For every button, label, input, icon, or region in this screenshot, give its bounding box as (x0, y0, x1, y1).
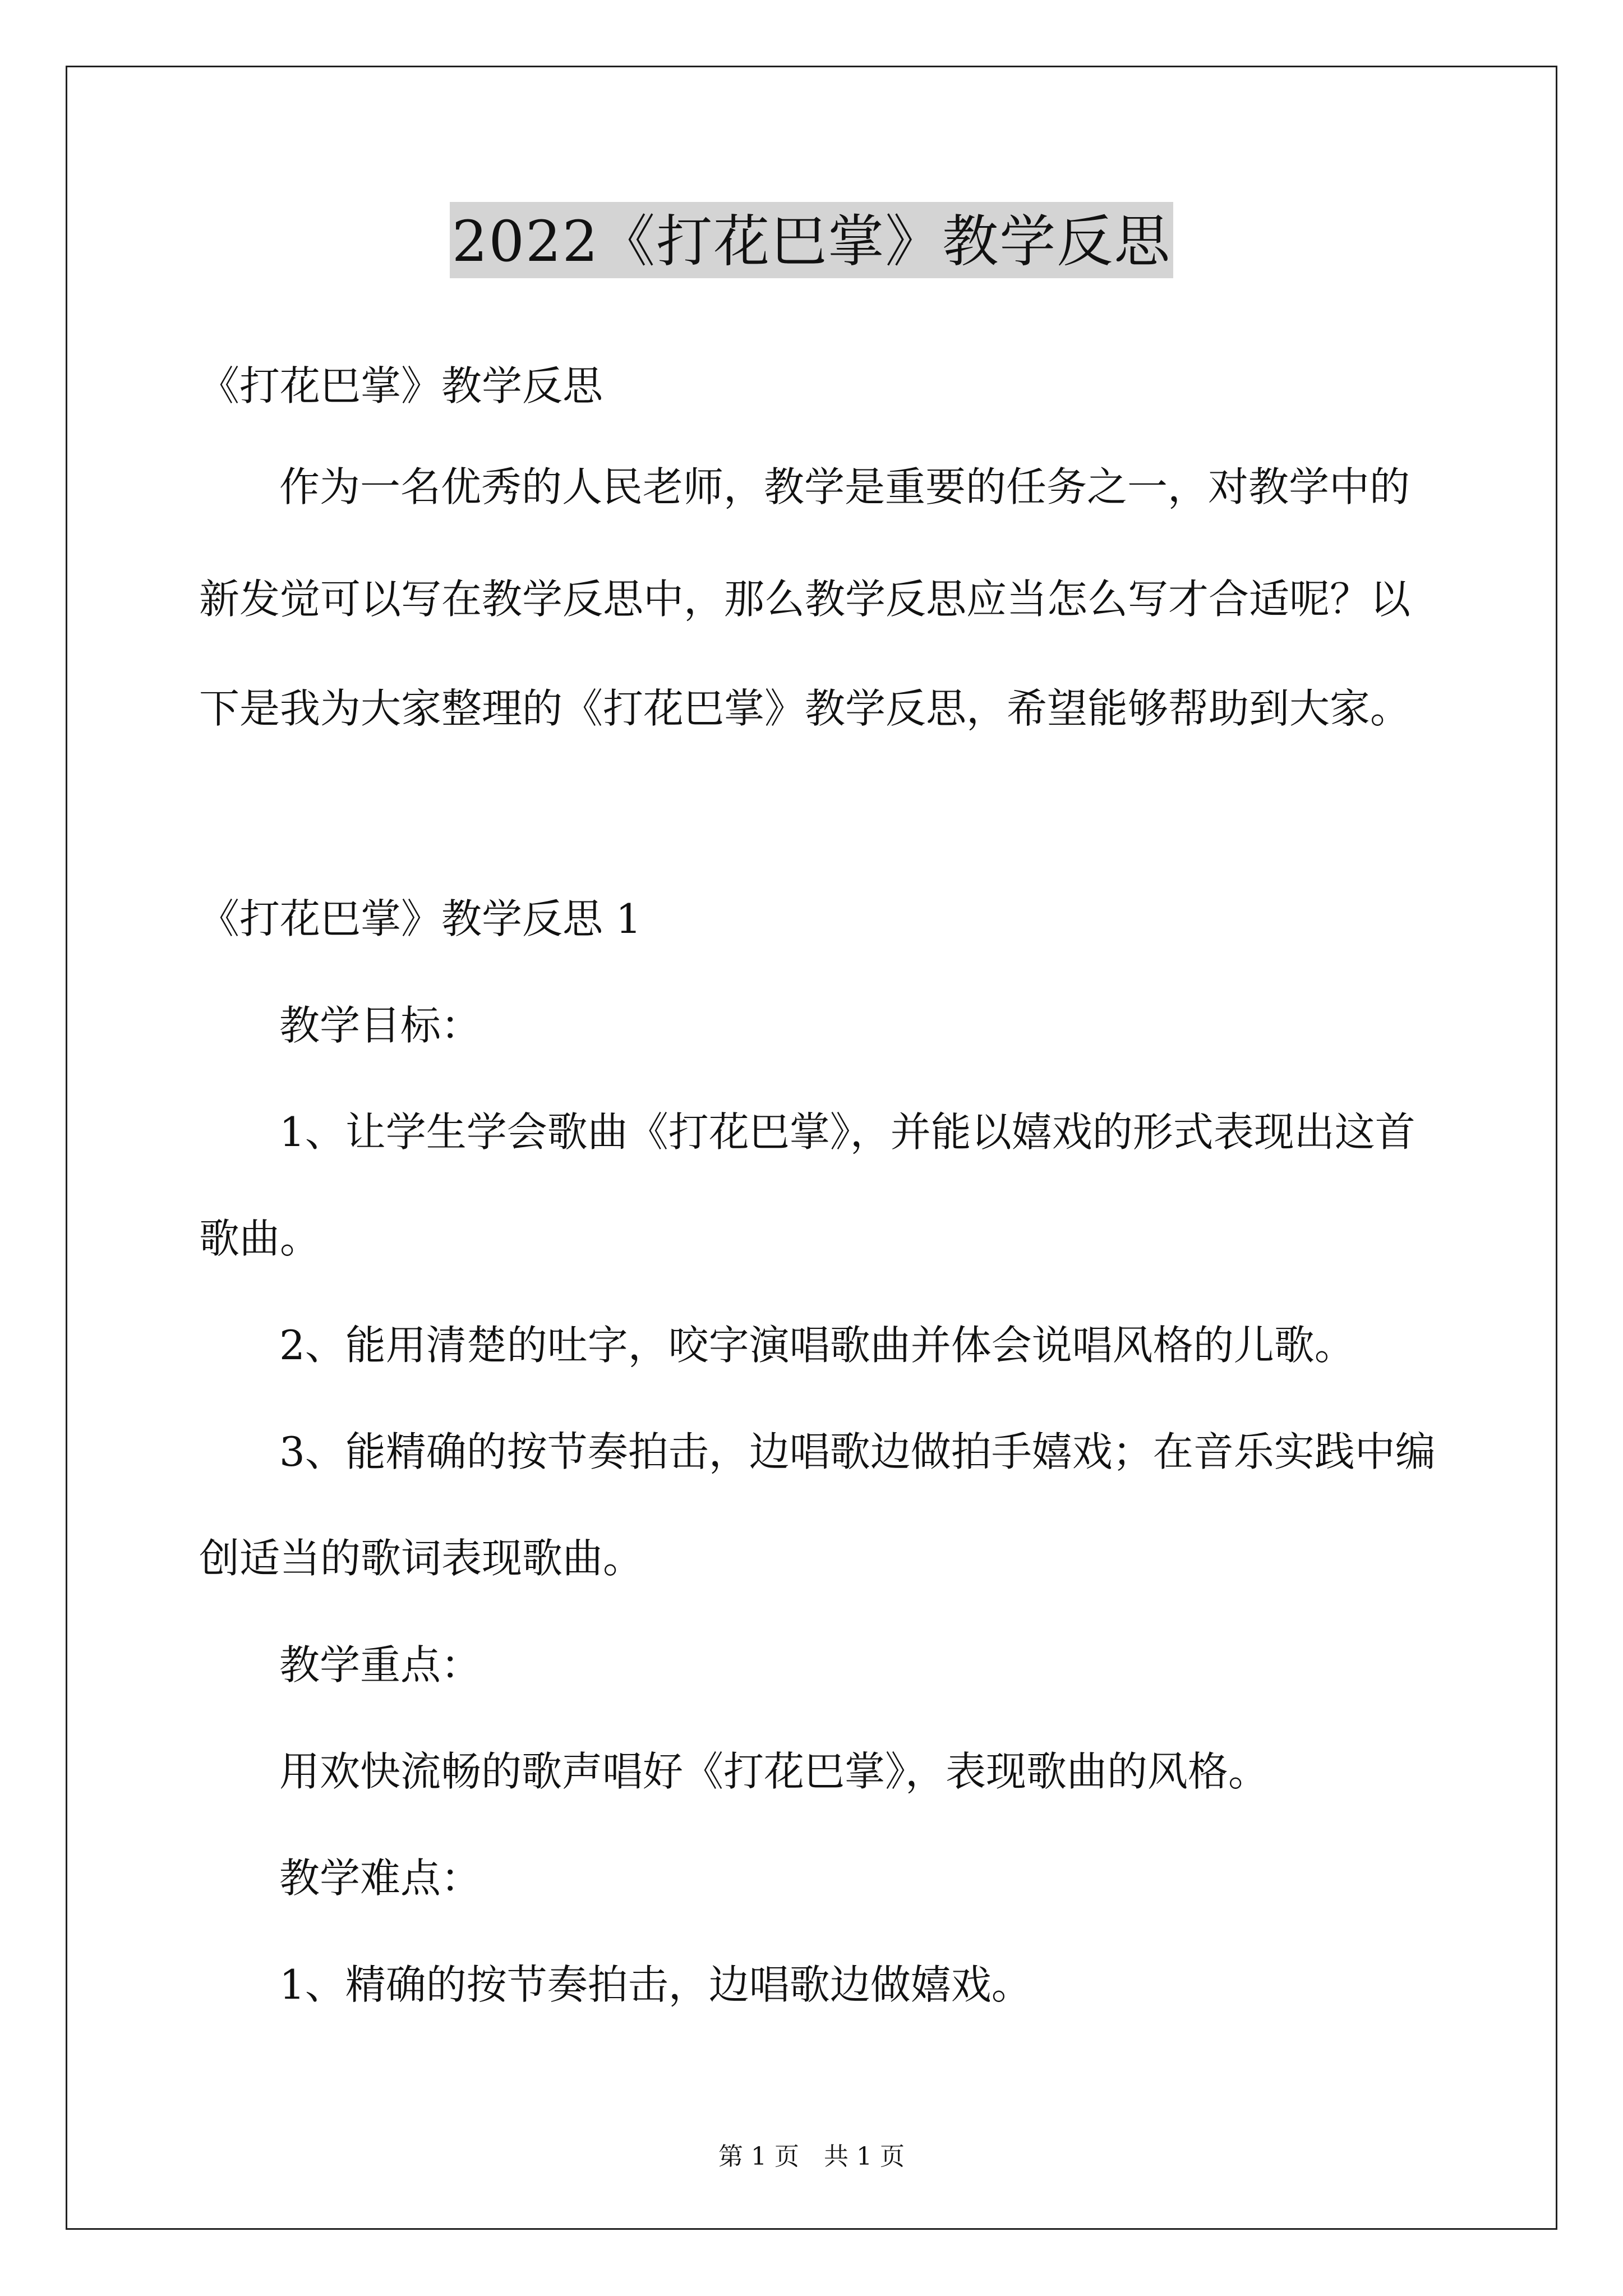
difficulty-1: 1、精确的按节奏拍击，边唱歌边做嬉戏。 (279, 1961, 1032, 2008)
intro-line-3: 下是我为大家整理的《打花巴掌》教学反思，希望能够帮助到大家。 (199, 685, 1411, 732)
key-text: 用欢快流畅的歌声唱好《打花巴掌》，表现歌曲的风格。 (279, 1748, 1269, 1795)
goal-2: 2、能用清楚的吐字，咬字演唱歌曲并体会说唱风格的儿歌。 (279, 1322, 1355, 1369)
intro-line-1: 作为一名优秀的人民老师，教学是重要的任务之一，对教学中的 (279, 463, 1410, 510)
goal-1-line-2: 歌曲。 (199, 1215, 321, 1262)
key-label: 教学重点： (279, 1641, 482, 1688)
document-title: 2022《打花巴掌》教学反思 (450, 202, 1174, 278)
intro-line-2: 新发觉可以写在教学反思中，那么教学反思应当怎么写才合适呢？以 (199, 576, 1411, 623)
title-container (0, 202, 1623, 278)
goal-3-line-2: 创适当的歌词表现歌曲。 (199, 1535, 644, 1582)
section-heading: 《打花巴掌》教学反思 1 (199, 895, 642, 942)
goal-1-line-1: 1、让学生学会歌曲《打花巴掌》，并能以嬉戏的形式表现出这首 (279, 1108, 1415, 1156)
goals-label: 教学目标： (279, 1002, 482, 1049)
goal-3-line-1: 3、能精确的按节奏拍击，边唱歌边做拍手嬉戏；在音乐实践中编 (279, 1428, 1436, 1475)
difficulty-label: 教学难点： (279, 1855, 482, 1902)
page-footer: 第 1 页 共 1 页 (718, 2142, 905, 2171)
intro-heading: 《打花巴掌》教学反思 (199, 362, 603, 409)
